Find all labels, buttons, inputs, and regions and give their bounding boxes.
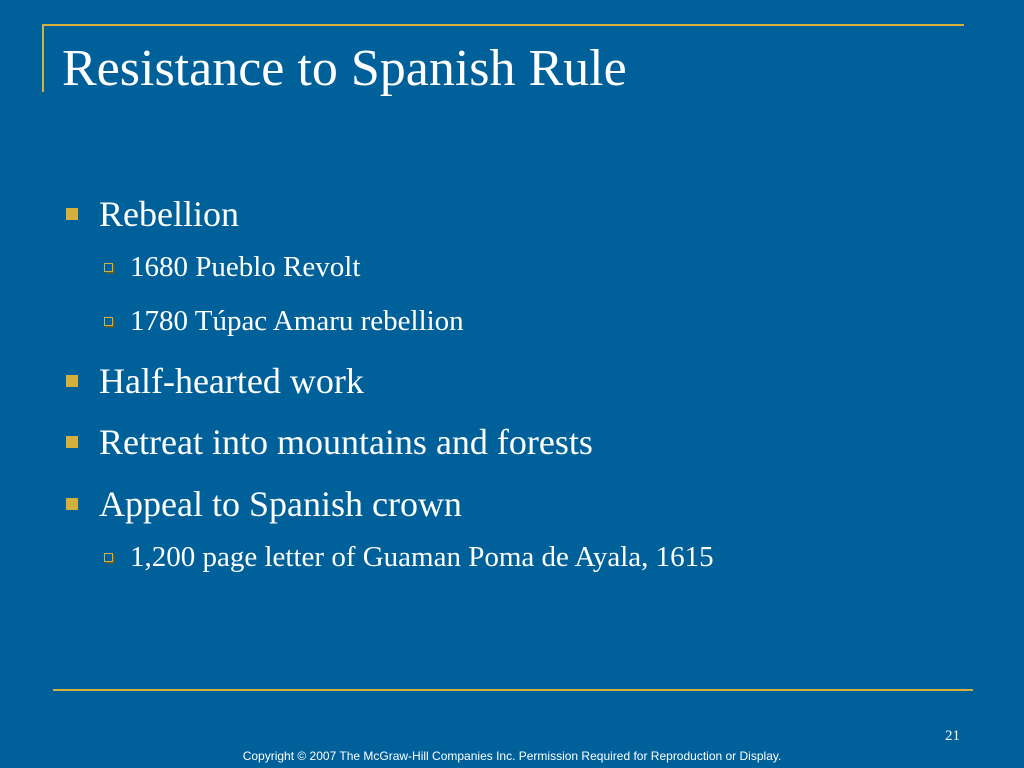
bullet-item (66, 360, 364, 402)
bullet-text: Retreat into mountains and forests (99, 422, 593, 462)
bullet-text: Appeal to Spanish crown (99, 484, 462, 524)
hollow-square-bullet-icon (104, 263, 113, 272)
page-number: 21 (945, 728, 960, 744)
filled-square-bullet-icon (66, 436, 78, 448)
hollow-square-bullet-icon (104, 553, 113, 562)
filled-square-bullet-icon (66, 208, 78, 220)
filled-square-bullet-icon (66, 375, 78, 387)
sub-bullet-text: 1680 Pueblo Revolt (130, 251, 361, 283)
copyright-notice: Copyright © 2007 The McGraw-Hill Companies Inc. Permission Required for Reproduction or Display. (242, 749, 782, 763)
bullet-item (66, 421, 593, 463)
sub-bullet-item (104, 305, 464, 338)
bullet-text: Rebellion (99, 194, 239, 234)
bullet-text: Half-hearted work (99, 361, 364, 401)
sub-bullet-item (104, 251, 360, 284)
sub-bullet-item (104, 541, 714, 574)
bullet-item (66, 193, 239, 235)
bullet-item (66, 483, 462, 525)
filled-square-bullet-icon (66, 498, 78, 510)
sub-bullet-text: 1,200 page letter of Guaman Poma de Ayala, 1615 (130, 541, 714, 573)
sub-bullet-text: 1780 Túpac Amaru rebellion (130, 305, 464, 337)
footer-divider (53, 689, 973, 691)
hollow-square-bullet-icon (104, 317, 113, 326)
slide-title: Resistance to Spanish Rule (62, 40, 627, 97)
